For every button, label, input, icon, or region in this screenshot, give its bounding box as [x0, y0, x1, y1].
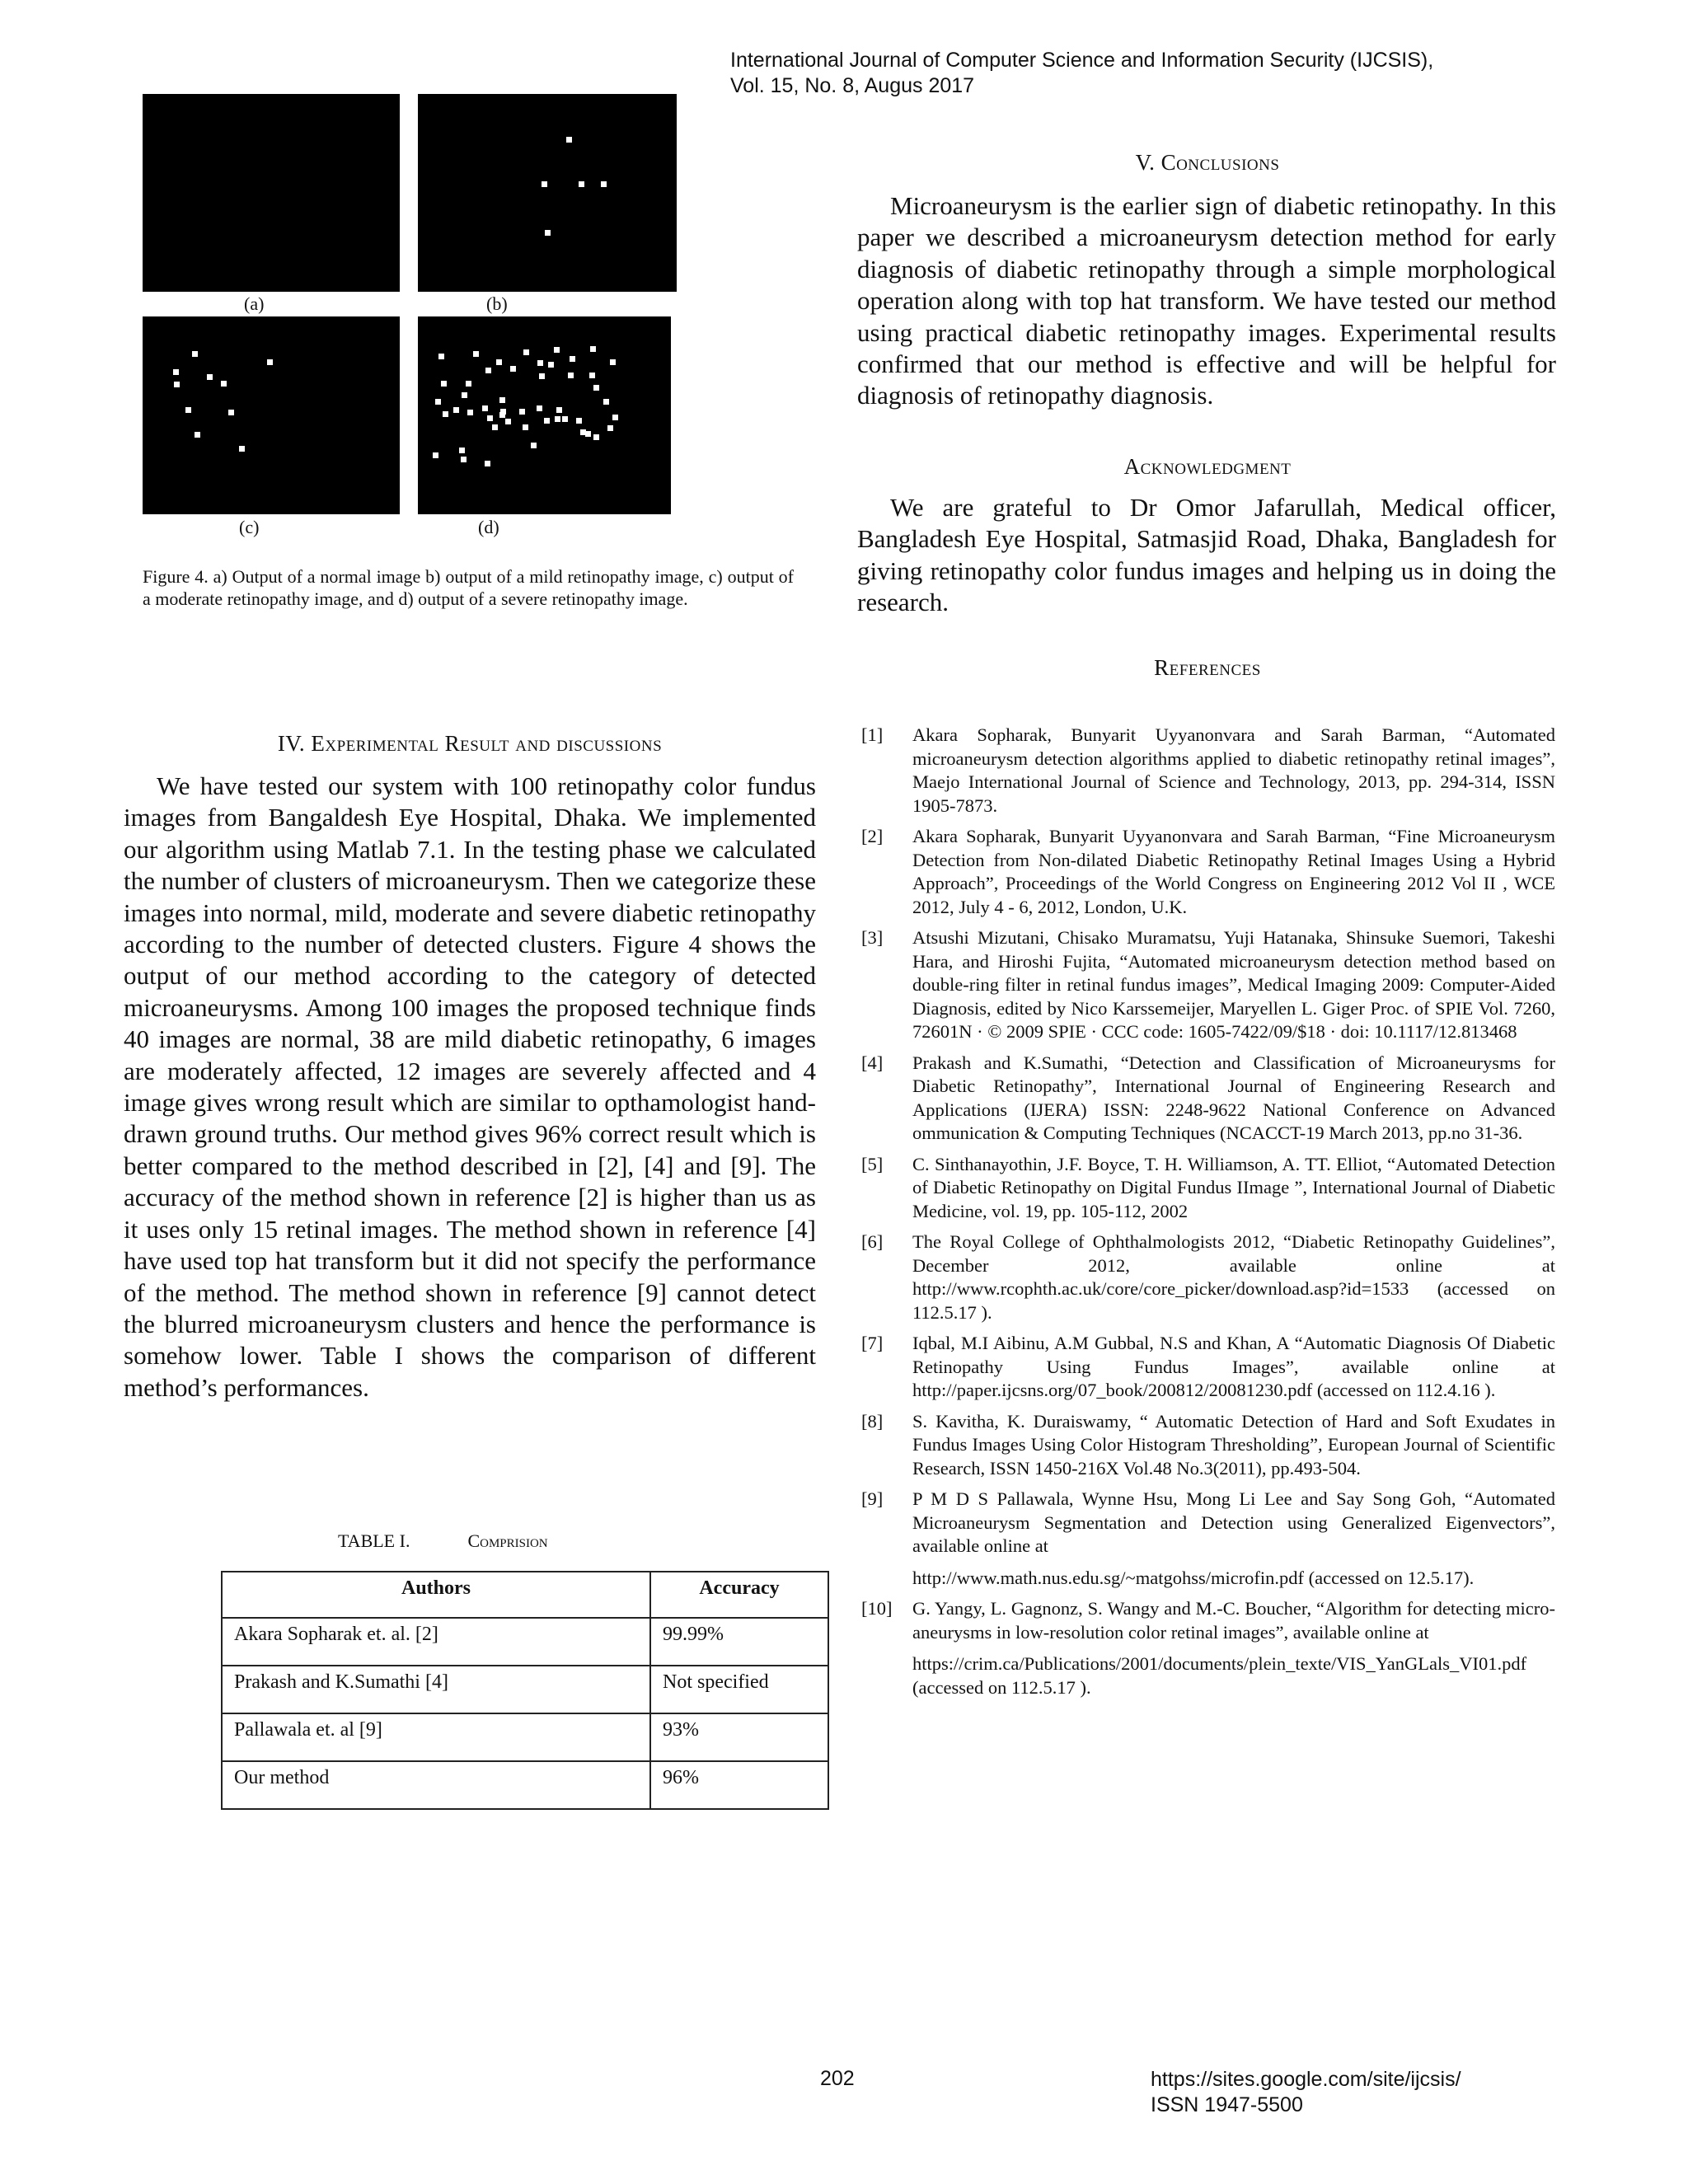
table-label: TABLE I. [338, 1530, 410, 1551]
table-cell-accuracy: 96% [650, 1761, 828, 1809]
reference-number: [7] [861, 1333, 884, 1353]
microaneurysm-dot [438, 354, 444, 359]
microaneurysm-dot [441, 381, 447, 387]
microaneurysm-dot [466, 381, 471, 387]
section-v-paragraph: Microaneurysm is the earlier sign of diabetic retinopathy. In this paper we described a microaneurysm detection method for early diagnosis of diabetic retinopathy through a simple morphological operation along with top hat transform. We have tested our method using practical diabetic retinopathy images. Experimental results confirmed that our method is effective and will be helpful for diagnosis of retinopathy diagnosis. [857, 191, 1556, 410]
microaneurysm-dot [496, 359, 502, 365]
microaneurysm-dot [435, 399, 441, 405]
microaneurysm-dot [593, 385, 599, 391]
table-cell-author: Prakash and K.Sumathi [4] [222, 1666, 650, 1713]
microaneurysm-dot [453, 407, 459, 413]
microaneurysm-dot [485, 461, 490, 466]
reference-item [861, 1488, 1555, 1590]
footer-info [1151, 2067, 1461, 2118]
microaneurysm-dot [607, 425, 613, 431]
table-cell-accuracy: Not specified [650, 1666, 828, 1713]
section-v-heading: V. Conclusions [1135, 150, 1280, 175]
table-title [338, 1530, 548, 1552]
microaneurysm-dot [461, 457, 467, 462]
figure-label-a: (a) [244, 293, 265, 314]
microaneurysm-dot [519, 409, 525, 415]
reference-item [861, 1410, 1555, 1481]
microaneurysm-dot [537, 405, 542, 411]
microaneurysm-dot [570, 356, 575, 362]
microaneurysm-dot [590, 346, 596, 352]
microaneurysm-dot [482, 405, 488, 411]
microaneurysm-dot [554, 347, 560, 353]
reference-number: [3] [861, 927, 884, 948]
table-cell-accuracy: 99.99% [650, 1618, 828, 1666]
footer-url: https://sites.google.com/site/ijcsis/ [1151, 2068, 1461, 2091]
microaneurysm-dot [459, 448, 465, 453]
reference-number: [6] [861, 1231, 884, 1252]
reference-url: http://www.math.nus.edu.sg/~matgohss/microfin.pdf (accessed on 12.5.17). [912, 1567, 1475, 1588]
microaneurysm-dot [555, 416, 560, 422]
table-cell-author: Akara Sopharak et. al. [2] [222, 1618, 650, 1666]
table-row [222, 1666, 828, 1713]
table-header-accuracy: Accuracy [650, 1572, 828, 1618]
reference-text: G. Yangy, L. Gagnonz, S. Wangy and M.-C. Boucher, “Algorithm for detecting micro-aneurysms in low-resolution color retinal images”, available online at [912, 1598, 1555, 1643]
reference-url: https://crim.ca/Publications/2001/documents/plein_texte/VIS_YanGLals_VI01.pdf (accessed on 112.5.17 ). [912, 1653, 1527, 1698]
figure-label-c: (c) [239, 517, 260, 537]
microaneurysm-dot [523, 349, 529, 355]
journal-header-line2: Vol. 15, No. 8, Augus 2017 [730, 74, 975, 97]
microaneurysm-dot [467, 410, 473, 415]
figure-panel-a-normal [143, 94, 400, 292]
microaneurysm-dot [610, 359, 616, 365]
microaneurysm-dot [195, 432, 200, 438]
section-iv-paragraph: We have tested our system with 100 retinopathy color fundus images from Bangaldesh Eye Hospital, Dhaka. We implemented our algorithm using Matlab 7.1. In the testing phase we calculated the number of clusters of microaneurysm. Then we categorize these images into normal, mild, moderate and severe diabetic retinopathy according to the number of detected clusters. Figure 4 shows the output of our method according to the category of detected microaneurysms. Among 100 images the proposed technique finds 40 images are normal, 38 are mild diabetic retinopathy, 6 images are moderately affected, 12 images are severely affected and 4 image gives wrong result which are similar to opthamologist hand-drawn ground truths. Our method gives 96% correct result which is better compared to the method described in [2], [4] and [9]. The accuracy of the method shown in reference [2] is higher than us as it uses only 15 retinal images. The method shown in reference [4] have used top hat transform but it did not specify the performance of the method. The method shown in reference [9] cannot detect the blurred microaneurysm clusters and hence the performance is somehow lower. Table I shows the comparison of different method’s performances. [124, 771, 816, 1402]
microaneurysm-dot [505, 419, 511, 424]
journal-header-line1: International Journal of Computer Science and Information Security (IJCSIS), [730, 49, 1434, 72]
reference-item [861, 1153, 1555, 1224]
microaneurysm-dot [568, 373, 574, 378]
microaneurysm-dot [228, 410, 234, 415]
reference-number: [10] [861, 1598, 893, 1619]
microaneurysm-dot [562, 416, 568, 422]
microaneurysm-dot [566, 137, 572, 143]
reference-item [861, 926, 1555, 1044]
table-row [222, 1713, 828, 1761]
journal-header [730, 48, 1433, 99]
reference-item [861, 1230, 1555, 1324]
microaneurysm-dot [510, 366, 516, 372]
reference-number: [5] [861, 1153, 884, 1174]
reference-number: [1] [861, 724, 884, 745]
microaneurysm-dot [545, 230, 551, 236]
reference-text: Prakash and K.Sumathi, “Detection and Classification of Microaneurysms for Diabetic Retinopathy”, International Journal of Engineering Research and Applications (IJERA) ISSN: 2248-9622 National Conference on Advanced ommunication & Computing Techniques (NCACCT-19 March 2013, pp.no 31-36. [912, 1052, 1555, 1143]
footer-issn: ISSN 1947-5500 [1151, 2093, 1303, 2116]
figure-label-b: (b) [486, 293, 508, 314]
microaneurysm-dot [174, 382, 180, 387]
reference-item [861, 825, 1555, 919]
reference-text: Atsushi Mizutani, Chisako Muramatsu, Yuji Hatanaka, Shinsuke Suemori, Takeshi Hara, and Hiroshi Fujita, “Automated microaneurysm detection method based on double-ring filter in retinal fundus images”, Medical Imaging 2009: Computer-Aided Diagnosis, edited by Nico Karssemeijer, Maryellen L. Giger Proc. of SPIE Vol. 7260, 72601N · © 2009 SPIE · CCC code: 1605-7422/09/$18 · doi: 10.1117/12.813468 [912, 927, 1555, 1042]
reference-number: [2] [861, 826, 884, 846]
table-cell-author: Our method [222, 1761, 650, 1809]
table-caption: Comprision [467, 1530, 548, 1551]
microaneurysm-dot [579, 181, 584, 187]
figure-panel-c-moderate [143, 316, 400, 514]
reference-item [861, 1052, 1555, 1146]
microaneurysm-dot [499, 412, 505, 418]
table-cell-author: Pallawala et. al [9] [222, 1713, 650, 1761]
microaneurysm-dot [612, 415, 618, 420]
reference-text: P M D S Pallawala, Wynne Hsu, Mong Li Lee and Say Song Goh, “Automated Microaneurysm Segmentation and Detection using Generalized Eigenvectors”, available online at [912, 1488, 1555, 1556]
microaneurysm-dot [537, 360, 543, 366]
references-heading: References [1154, 655, 1261, 680]
microaneurysm-dot [603, 399, 609, 405]
figure-label-d: (d) [478, 517, 499, 537]
microaneurysm-dot [593, 434, 599, 440]
microaneurysm-dot [221, 381, 227, 387]
reference-text: Akara Sopharak, Bunyarit Uyyanonvara and Sarah Barman, “Fine Microaneurysm Detection from Non-dilated Diabetic Retinopathy Retinal Images Using a Hybrid Approach”, Proceedings of the World Congress on Engineering 2012 Vol II , WCE 2012, July 4 - 6, 2012, London, U.K. [912, 826, 1555, 917]
table-row [222, 1761, 828, 1809]
figure-panel-d-severe [418, 316, 671, 514]
microaneurysm-dot [523, 424, 528, 430]
microaneurysm-dot [589, 373, 595, 378]
microaneurysm-dot [499, 397, 505, 403]
acknowledgment-heading: Acknowledgment [1123, 454, 1292, 479]
reference-text: Akara Sopharak, Bunyarit Uyyanonvara and Sarah Barman, “Automated microaneurysm detection algorithms applied to diabetic retinopathy retinal images”, Maejo International Journal of Science and Technology, 2013, pp. 294-314, ISSN 1905-7873. [912, 724, 1555, 816]
page-number: 202 [820, 2067, 855, 2090]
microaneurysm-dot [443, 411, 448, 417]
section-iv-heading: IV. Experimental Result and discussions [277, 731, 663, 756]
figure-caption: Figure 4. a) Output of a normal image b) output of a mild retinopathy image, c) output of a moderate retinopathy image, and d) output of a severe retinopathy image. [143, 566, 794, 609]
references-list [861, 724, 1555, 1707]
microaneurysm-dot [542, 181, 547, 187]
microaneurysm-dot [462, 392, 467, 398]
reference-text: S. Kavitha, K. Duraiswamy, “ Automatic Detection of Hard and Soft Exudates in Fundus Images Using Color Histogram Thresholding”, European Journal of Scientific Research, ISSN 1450-216X Vol.48 No.3(2011), pp.493-504. [912, 1410, 1555, 1479]
microaneurysm-dot [473, 351, 479, 357]
comparison-table [221, 1571, 829, 1810]
figure-panel-b-mild [418, 94, 677, 292]
microaneurysm-dot [433, 452, 438, 458]
table-header-row [222, 1572, 828, 1618]
microaneurysm-dot [207, 374, 213, 380]
reference-text: Iqbal, M.I Aibinu, A.M Gubbal, N.S and Khan, A “Automatic Diagnosis Of Diabetic Retinopathy Using Fundus Images”, available online at http://paper.ijcsns.org/07_book/200812/20081230.pdf (accessed on 112.4.16 ). [912, 1333, 1555, 1400]
microaneurysm-dot [173, 369, 179, 375]
reference-number: [8] [861, 1410, 884, 1432]
reference-number: [9] [861, 1488, 884, 1509]
microaneurysm-dot [601, 181, 607, 187]
microaneurysm-dot [239, 446, 245, 452]
microaneurysm-dot [544, 418, 550, 424]
microaneurysm-dot [539, 373, 545, 379]
microaneurysm-dot [556, 407, 562, 413]
microaneurysm-dot [192, 351, 198, 357]
microaneurysm-dot [585, 431, 591, 437]
reference-item [861, 1332, 1555, 1403]
reference-item [861, 724, 1555, 818]
table-row [222, 1618, 828, 1666]
acknowledgment-paragraph: We are grateful to Dr Omor Jafarullah, Medical officer, Bangladesh Eye Hospital, Satmasjid Road, Dhaka, Bangladesh for giving retinopathy color fundus images and helping us in doing the research. [857, 493, 1556, 617]
microaneurysm-dot [487, 415, 493, 421]
microaneurysm-dot [185, 407, 191, 413]
microaneurysm-dot [548, 362, 554, 368]
microaneurysm-dot [576, 418, 582, 424]
reference-number: [4] [861, 1052, 884, 1073]
reference-text: The Royal College of Ophthalmologists 2012, “Diabetic Retinopathy Guidelines”, December 2012, available online at http://www.rcophth.ac.uk/core/core_picker/download.asp?id=1533 (accessed on 112.5.17 ). [912, 1231, 1555, 1323]
reference-text: C. Sinthanayothin, J.F. Boyce, T. H. Williamson, A. TT. Elliot, “Automated Detection of Diabetic Retinopathy on Digital Fundus IImage ”, International Journal of Diabetic Medicine, vol. 19, pp. 105-112, 2002 [912, 1153, 1555, 1221]
microaneurysm-dot [485, 368, 491, 373]
microaneurysm-dot [492, 424, 498, 430]
table-header-authors: Authors [222, 1572, 650, 1618]
microaneurysm-dot [531, 443, 537, 448]
table-cell-accuracy: 93% [650, 1713, 828, 1761]
reference-item [861, 1597, 1555, 1699]
microaneurysm-dot [267, 359, 273, 365]
